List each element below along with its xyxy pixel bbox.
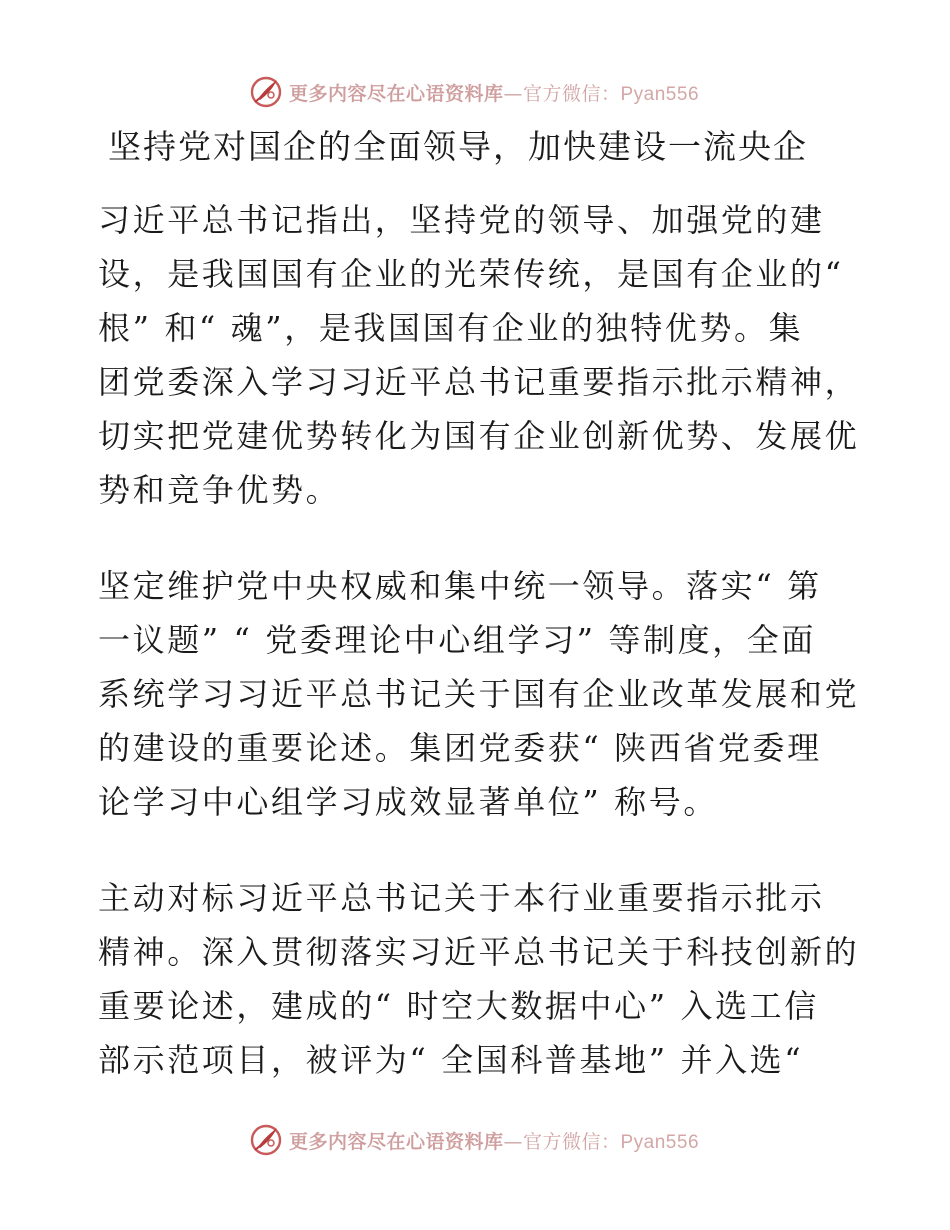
text-line: 的建设的重要论述。集团党委获“ 陕西省党委理 <box>98 729 822 767</box>
text-line: 部示范项目，被评为“ 全国科普基地” 并入选“ <box>98 1041 804 1079</box>
text-line: 团党委深入学习习近平总书记重要指示批示精神， <box>98 363 860 401</box>
text-line: 设，是我国国有企业的光荣传统，是国有企业的“ <box>98 255 844 293</box>
text-line: 系统学习习近平总书记关于国有企业改革发展和党 <box>98 675 860 713</box>
quill-pen-logo-icon <box>249 1123 283 1157</box>
text-line: 势和竞争优势。 <box>98 471 341 509</box>
watermark-text <box>289 1127 699 1154</box>
text-line: 一议题” “ 党委理论中心组学习” 等制度，全面 <box>98 621 816 659</box>
text-line: 根” 和“ 魂”，是我国国有企业的独特优势。集 <box>98 309 804 347</box>
watermark-bold-text: 更多内容尽在心语资料库 <box>288 1130 504 1153</box>
watermark-wechat-id: Pyan556 <box>620 1131 700 1153</box>
watermark-separator: — <box>503 1130 523 1153</box>
text-line: 习近平总书记指出，坚持党的领导、加强党的建 <box>98 201 825 239</box>
watermark-separator: — <box>503 82 523 105</box>
watermark-wechat-id: Pyan556 <box>620 83 700 105</box>
text-line: 切实把党建优势转化为国有企业创新优势、发展优 <box>98 417 860 455</box>
header-watermark-banner <box>0 72 950 112</box>
watermark-rest-text: 官方微信： <box>522 1130 621 1153</box>
watermark-rest-text: 官方微信： <box>522 82 621 105</box>
watermark-bold-text: 更多内容尽在心语资料库 <box>288 82 504 105</box>
page-title: 坚持党对国企的全面领导，加快建设一流央企 <box>108 127 808 166</box>
text-line: 精神。深入贯彻落实习近平总书记关于科技创新的 <box>98 933 860 971</box>
watermark-text <box>289 79 699 106</box>
text-line: 坚定维护党中央权威和集中统一领导。落实“ 第 <box>98 567 822 605</box>
paragraph-3 <box>98 871 860 1087</box>
quill-pen-logo-icon <box>249 75 283 109</box>
footer-watermark-banner <box>0 1120 950 1160</box>
text-line: 论学习中心组学习成效显著单位” 称号。 <box>98 783 718 821</box>
paragraph-1 <box>98 193 860 517</box>
text-line: 主动对标习近平总书记关于本行业重要指示批示 <box>98 879 825 917</box>
paragraph-2 <box>98 559 860 829</box>
text-line: 重要论述，建成的“ 时空大数据中心” 入选工信 <box>98 987 819 1025</box>
